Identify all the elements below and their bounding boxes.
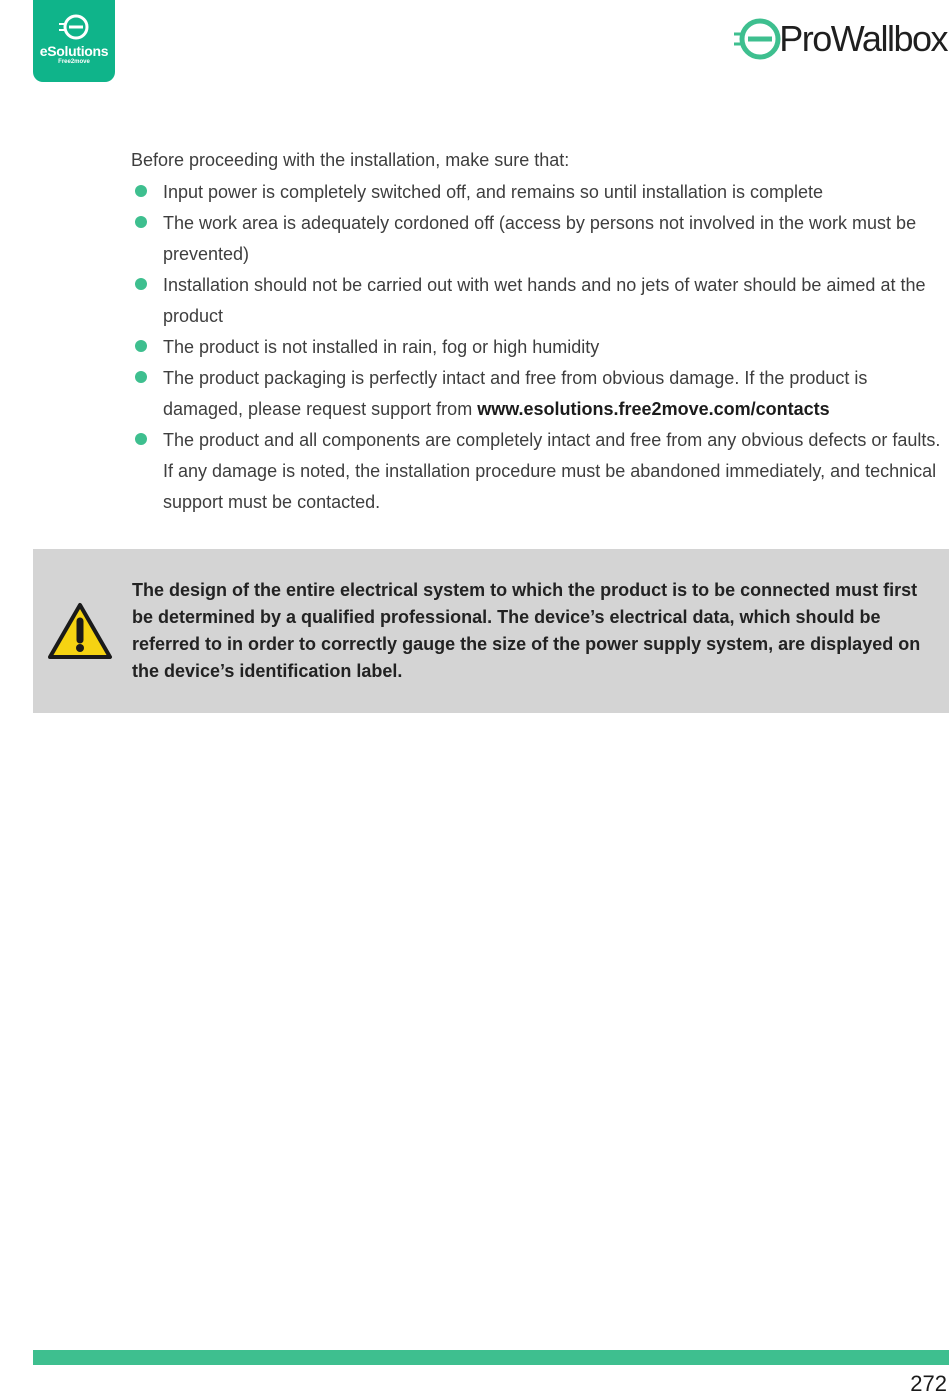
prowallbox-wordmark: ProWallbox [779,18,947,59]
bullet-dot-icon [135,433,147,445]
list-item-text: The product is not installed in rain, fog or high humidity [163,337,600,357]
list-item-text: Input power is completely switched off, and remains so until installation is complete [163,182,823,202]
list-item [131,332,943,363]
list-item [131,270,943,332]
bullet-dot-icon [135,278,147,290]
warning-box [33,549,949,713]
page-number: 272 [910,1371,947,1396]
bullet-dot-icon [135,216,147,228]
warning-text: The design of the entire electrical system to which the product is to be connected must first be determined by a qualified professional. The device’s electrical data, which should be referred to in order to correctly gauge the size of the power supply system, are displayed on the device’s identification label. [132,580,921,681]
footer-bar [33,1350,949,1365]
free2move-sub-text: Free2move [58,59,90,65]
support-contact-link[interactable]: www.esolutions.free2move.com/contacts [477,399,830,419]
esolutions-plug-icon [57,12,91,42]
esolutions-brand-text: eSolutions [39,43,109,59]
installation-checklist [131,177,943,518]
list-item [131,425,943,518]
list-item [131,208,943,270]
bullet-dot-icon [135,340,147,352]
intro-text: Before proceeding with the installation, make sure that: [131,150,570,170]
list-item-text: The product and all components are completely intact and free from any obvious defects or faults. If any damage is noted, the installation procedure must be abandoned immediately, and technical support must be contacted. [163,430,941,512]
list-item-text: Installation should not be carried out with wet hands and no jets of water should be aimed at the product [163,275,926,326]
list-item-text: The work area is adequately cordoned off (access by persons not involved in the work must be prevented) [163,213,917,264]
prowallbox-logo [732,14,947,64]
esolutions-logo [33,0,115,82]
list-item-text: The product packaging is perfectly intact and free from obvious damage. If the product is damaged, please request support from [163,368,868,419]
prowallbox-e-icon [732,15,782,63]
list-item [131,177,943,208]
list-item [131,363,943,425]
bullet-dot-icon [135,185,147,197]
warning-triangle-icon [47,601,113,661]
bullet-dot-icon [135,371,147,383]
